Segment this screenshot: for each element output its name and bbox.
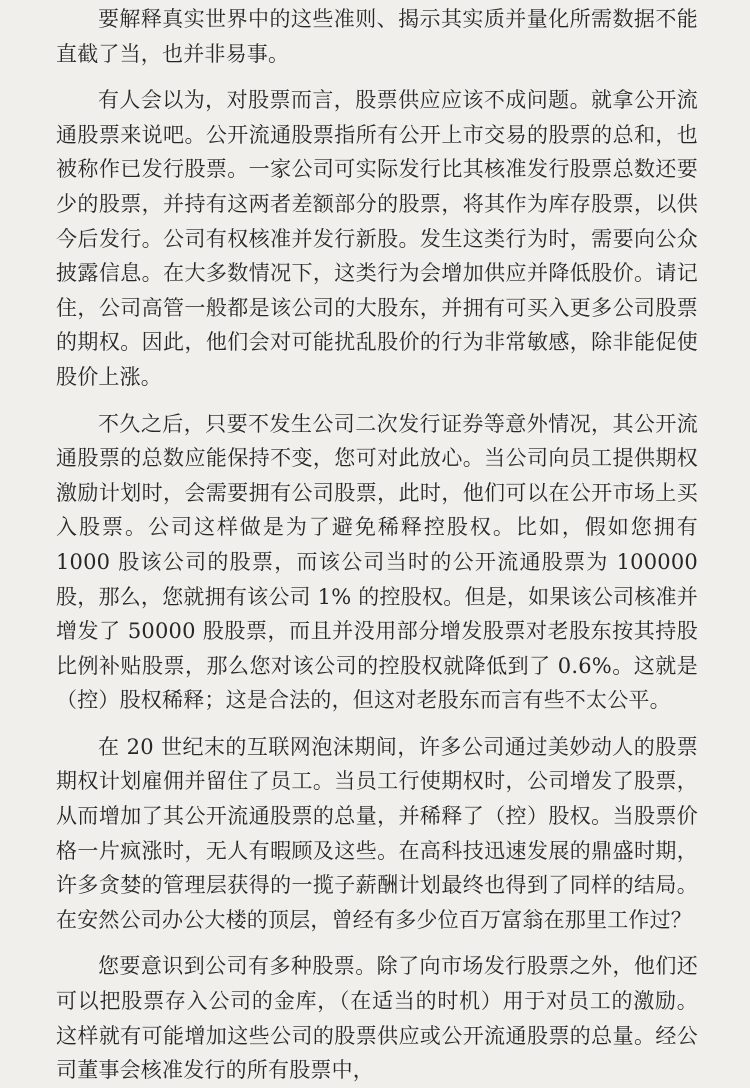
paragraph-3: 不久之后，只要不发生公司二次发行证券等意外情况，其公开流通股票的总数应能保持不变，您可对此放心。当公司向员工提供期权激励计划时，会需要拥有公司股票，此时，他们可以在公开市场上买入股票。公司这样做是为了避免稀释控股权。比如，假如您拥有 1000 股该公司的股票，而该公司当时的公开流通股票为 100000 股，那么，您就拥有该公司 1% 的控股权。但是，如果该公司核准并增发了 50000 股股票，而且并没用部分增发股票对老股东按其持股比例补贴股票，那么您对该公司的控股权就降低到了 0.6%。这就是（控）股权稀释；这是合法的，但这对老股东而言有些不太公平。 xyxy=(56,411,698,713)
paragraph-4: 在 20 世纪末的互联网泡沫期间，许多公司通过美妙动人的股票期权计划雇佣并留住了员工。当员工行使期权时，公司增发了股票，从而增加了其公开流通股票的总量，并稀释了（控）股权。当股票价格一片疯涨时，无人有暇顾及这些。在高科技迅速发展的鼎盛时期，许多贪婪的管理层获得的一揽子薪酬计划最终也得到了同样的结局。在安然公司办公大楼的顶层，曾经有多少位百万富翁在那里工作过？ xyxy=(56,734,698,932)
paragraph-2: 有人会以为，对股票而言，股票供应应该不成问题。就拿公开流通股票来说吧。公开流通股票指所有公开上市交易的股票的总和，也被称作已发行股票。一家公司可实际发行比其核准发行股票总数还要少的股票，并持有这两者差额部分的股票，将其作为库存股票，以供今后发行。公司有权核准并发行新股。发生这类行为时，需要向公众披露信息。在大多数情况下，这类行为会增加供应并降低股价。请记住，公司高管一般都是该公司的大股东，并拥有可买入更多公司股票的期权。因此，他们会对可能扰乱股价的行为非常敏感，除非能促使股价上涨。 xyxy=(56,88,698,389)
paragraph-1: 要解释真实世界中的这些准则、揭示其实质并量化所需数据不能直截了当，也并非易事。 xyxy=(56,7,698,66)
paragraph-5: 您要意识到公司有多种股票。除了向市场发行股票之外，他们还可以把股票存入公司的金库，（在适当的时机）用于对员工的激励。这样就有可能增加这些公司的股票供应或公开流通股票的总量。经公司董事会核准发行的所有股票中， xyxy=(56,954,698,1083)
